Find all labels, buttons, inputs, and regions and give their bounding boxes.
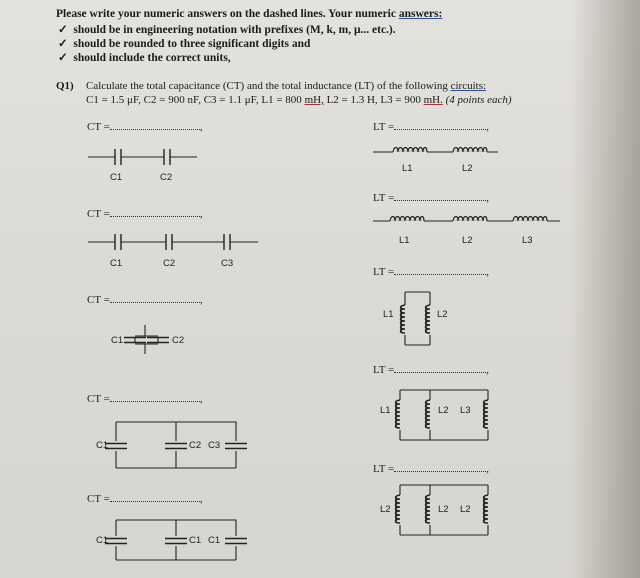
instructions-title-text: Please write your numeric answers on the dashed lines. Your numeric: [56, 8, 399, 20]
inductor-symbol: [453, 148, 487, 153]
inductor-symbol: [513, 217, 547, 222]
cap-label: C1: [96, 440, 109, 451]
cap-label: C2: [160, 172, 173, 183]
lt-label: LT =: [373, 463, 395, 475]
ct-end-mark: ,: [199, 294, 203, 306]
inductor-symbol: [453, 217, 487, 222]
ind-label: L2: [462, 235, 473, 246]
capacitor-symbol: [165, 539, 187, 544]
ind-label: L2: [438, 405, 449, 416]
lt-label: LT =: [373, 364, 395, 376]
cap-label: C1: [208, 535, 221, 546]
ct-label: CT =: [87, 493, 110, 505]
lt-end-mark: ,: [486, 192, 489, 204]
cap-label: C2: [172, 335, 185, 346]
ct-label: CT =: [87, 294, 110, 306]
question-text-main: Calculate the total capacitance (CT) and the total inductance (LT) of the following: [86, 80, 451, 92]
capacitor-symbol: [115, 234, 121, 250]
lt-end-mark: ,: [486, 121, 489, 133]
inductor-symbol: [484, 495, 489, 523]
ind-label: L2: [438, 504, 449, 515]
ind-label: L1: [399, 235, 410, 246]
values-part-a: C1 = 1.5 μF, C2 = 900 nF, C3 = 1.1 μF, L1 = 800: [86, 94, 305, 106]
cap-label: C2: [163, 258, 176, 269]
capacitor-symbol: [105, 539, 127, 544]
lt-end-mark: ,: [486, 364, 489, 376]
inductor-symbol: [426, 305, 431, 333]
lt-end-mark: ,: [486, 463, 489, 475]
ct-end-mark: ,: [199, 493, 203, 505]
ind-label: L2: [380, 504, 391, 515]
inductor-symbol: [396, 400, 401, 428]
ind-label: L3: [522, 235, 533, 246]
capacitor-symbol: [165, 444, 187, 449]
cap-label: C1: [110, 258, 123, 269]
capacitor-symbol: [225, 539, 247, 544]
ind-label: L1: [380, 405, 391, 416]
ind-label: L3: [460, 405, 471, 416]
inductor-symbol: [426, 400, 431, 428]
instruction-item-2-text: should be rounded to three significant digits and: [73, 38, 311, 50]
page-edge-shadow: [570, 0, 640, 578]
lt-label: LT =: [373, 192, 395, 204]
ind-label: L2: [462, 163, 473, 174]
question-number: Q1): [56, 80, 74, 92]
inductor-symbol: [390, 217, 424, 222]
inductor-symbol: [393, 148, 427, 153]
ct-end-mark: ,: [199, 208, 203, 220]
values-part-b: L2 = 1.3 H, L3 = 900: [323, 94, 424, 106]
question-text-circuits: circuits:: [450, 80, 487, 92]
inductor-symbol: [401, 305, 406, 333]
instructions-title-answers: answers:: [398, 8, 443, 20]
capacitor-symbol: [105, 444, 127, 449]
capacitor-symbol: [164, 149, 170, 165]
check-icon: ✓: [58, 24, 68, 36]
inductor-symbol: [426, 495, 431, 523]
cap-label: C3: [208, 440, 221, 451]
values-mh-1: mH,: [304, 94, 324, 106]
check-icon: ✓: [58, 52, 68, 64]
cap-label: C1: [110, 172, 123, 183]
lt-end-mark: ,: [486, 266, 489, 278]
lt-label: LT =: [373, 266, 395, 278]
capacitor-symbol: [225, 444, 247, 449]
cap-label: C2: [189, 440, 202, 451]
cap-label: C1: [189, 535, 202, 546]
ct-end-mark: ,: [199, 393, 203, 405]
capacitor-symbol: [166, 234, 172, 250]
ind-label: L2: [437, 309, 448, 320]
ind-label: L1: [402, 163, 413, 174]
ind-label: L1: [383, 309, 394, 320]
ct-label: CT =: [87, 393, 110, 405]
instruction-item-1-text: should be in engineering notation with prefixes (M, k, m, μ... etc.).: [73, 24, 396, 36]
values-mh-2: mH.: [423, 94, 443, 106]
inductor-symbol: [396, 495, 401, 523]
instruction-item-3-text: should include the correct units,: [73, 52, 231, 64]
points-note: (4 points each): [445, 94, 512, 106]
check-icon: ✓: [58, 38, 68, 50]
ct-end-mark: ,: [199, 121, 203, 133]
lt-label: LT =: [373, 121, 395, 133]
inductor-symbol: [484, 400, 489, 428]
cap-label: C3: [221, 258, 234, 269]
capacitor-symbol: [115, 149, 121, 165]
ct-label: CT =: [87, 121, 110, 133]
ind-label: L2: [460, 504, 471, 515]
cap-label: C1: [111, 335, 124, 346]
cap-label: C1: [96, 535, 109, 546]
capacitor-symbol: [224, 234, 230, 250]
ct-label: CT =: [87, 208, 110, 220]
